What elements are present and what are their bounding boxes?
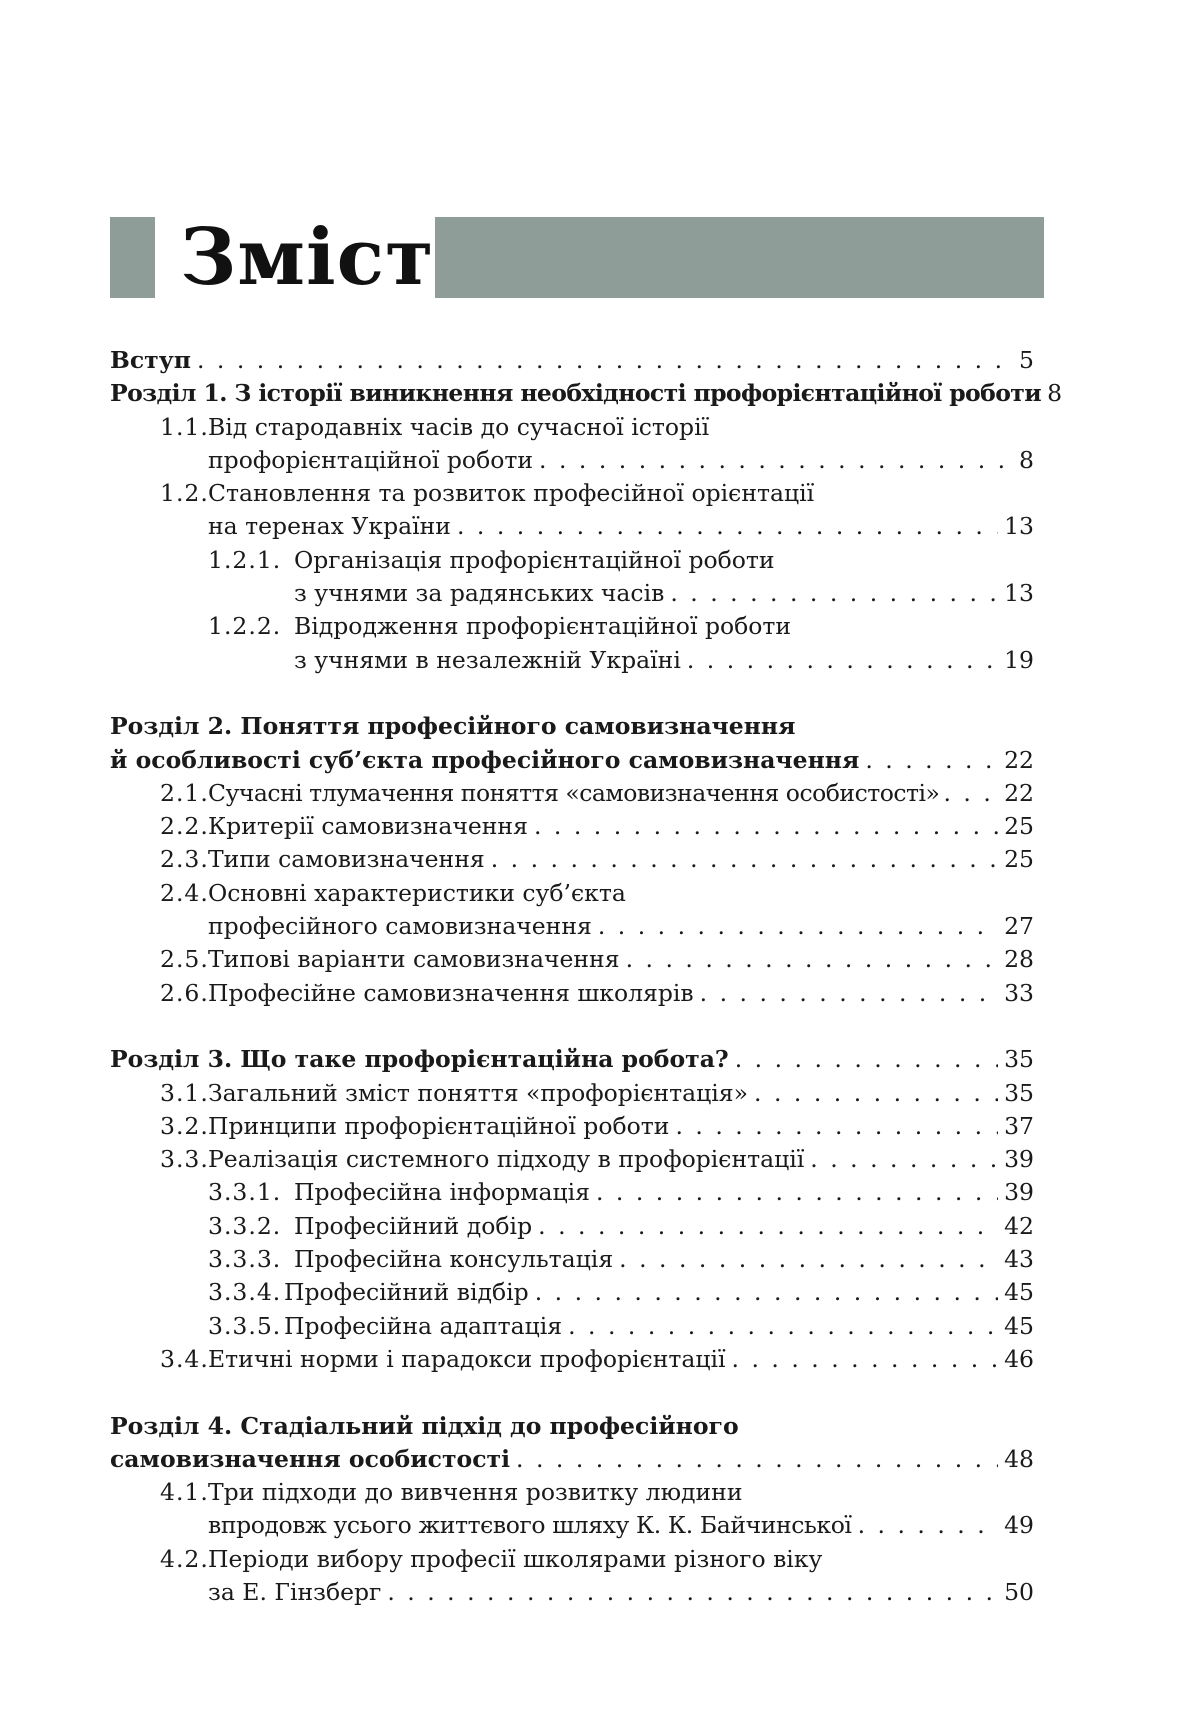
toc-entry-3-3-4[interactable] (110, 1276, 1034, 1309)
toc-page-number: 13 (1004, 579, 1034, 608)
toc-label: Від стародавніх часів до сучасної історії (208, 412, 710, 441)
toc-page-number: 28 (1004, 945, 1034, 974)
toc-label: за Е. Гінзберг (208, 1577, 382, 1606)
toc-number: 2.3. (160, 845, 209, 874)
toc-entry-section-4-line1[interactable] (110, 1410, 1034, 1443)
toc-number: 1.1. (160, 412, 209, 441)
toc-label: Основні характеристики суб’єкта (208, 878, 626, 907)
toc-page-number: 8 (1047, 379, 1063, 408)
toc-number: 3.3.1. (208, 1178, 282, 1207)
toc-page-number: 45 (1004, 1311, 1034, 1340)
toc-entry-3-2[interactable] (110, 1110, 1034, 1143)
page-title: Зміст (180, 212, 435, 303)
toc-entry-3-3-1[interactable] (110, 1176, 1034, 1209)
leader-dots (485, 843, 998, 876)
toc-entry-2-3[interactable] (110, 843, 1034, 876)
toc-label: Типи самовизначення (208, 845, 485, 874)
toc-label: самовизначення особистості (110, 1444, 511, 1473)
toc-page-number: 27 (1004, 912, 1034, 941)
toc-label: Принципи профорієнтаційної роботи (208, 1111, 670, 1140)
leader-dots (669, 1110, 998, 1143)
toc-label: Відродження профорієнтаційної роботи (294, 612, 792, 641)
toc-page-number: 8 (1019, 445, 1034, 474)
leader-dots (529, 1276, 998, 1309)
title-band-right-bar (435, 217, 1044, 298)
toc-number: 2.4. (160, 878, 209, 907)
toc-entry-3-3-2[interactable] (110, 1210, 1034, 1243)
toc-entry-2-4-line2[interactable] (110, 910, 1034, 943)
leader-dots (613, 1243, 998, 1276)
toc-number: 4.1. (160, 1478, 209, 1507)
toc-entry-4-1-line1[interactable] (110, 1476, 1034, 1509)
toc-number: 3.3.4. (208, 1278, 282, 1307)
leader-dots (939, 777, 1002, 810)
toc-number: 4.2. (160, 1544, 209, 1573)
toc-entry-2-6[interactable] (110, 977, 1034, 1010)
leader-dots (681, 644, 998, 677)
toc-page-number: 46 (1004, 1344, 1034, 1373)
leader-dots (191, 344, 1013, 377)
toc-number: 1.2. (160, 479, 209, 508)
toc-label: Критерії самовизначення (208, 812, 528, 841)
toc-page-number: 49 (1004, 1511, 1034, 1540)
toc-page-number: 39 (1004, 1178, 1034, 1207)
toc-number: 2.5. (160, 945, 209, 974)
toc-entry-2-5[interactable] (110, 943, 1034, 976)
toc-label: Вступ (110, 346, 191, 374)
toc-label: Професійний відбір (284, 1278, 529, 1307)
toc-entry-3-3-3[interactable] (110, 1243, 1034, 1276)
toc-page-number: 37 (1004, 1111, 1034, 1140)
toc-entry-1-1-line2[interactable] (110, 444, 1034, 477)
toc-entry-1-2-2-line1[interactable] (110, 610, 1034, 643)
toc-number: 3.3.5. (208, 1311, 282, 1340)
toc-entry-section-2-line2[interactable] (110, 744, 1034, 777)
toc-number: 3.3.2. (208, 1211, 282, 1240)
leader-dots (510, 1443, 998, 1476)
leader-dots (729, 1043, 998, 1076)
toc-entry-intro[interactable] (110, 344, 1034, 377)
toc-label: Професійний добір (294, 1211, 533, 1240)
toc-number: 3.3.3. (208, 1245, 282, 1274)
leader-dots (748, 1077, 998, 1110)
toc-entry-section-1[interactable] (110, 377, 1063, 410)
toc-label: Професійна адаптація (284, 1311, 563, 1340)
leader-dots (859, 744, 998, 777)
leader-dots (451, 510, 998, 543)
leader-dots (533, 444, 1013, 477)
toc-page-number: 45 (1004, 1278, 1034, 1307)
toc-page-number: 50 (1004, 1577, 1034, 1606)
toc-number: 2.6. (160, 978, 209, 1007)
toc-page-number: 48 (1004, 1444, 1034, 1473)
leader-dots (694, 977, 998, 1010)
toc-entry-1-2-line2[interactable] (110, 510, 1034, 543)
toc-number: 2.1. (160, 778, 209, 807)
toc-label: Три підходи до вивчення розвитку людини (208, 1478, 743, 1507)
toc-label: Типові варіанти самовизначення (208, 945, 620, 974)
toc-label: Професійна консультація (294, 1245, 614, 1274)
toc-label: з учнями за радянських часів (294, 579, 665, 608)
toc-page-number: 42 (1004, 1211, 1034, 1240)
toc-page-number: 33 (1004, 978, 1034, 1007)
toc-entry-4-2-line1[interactable] (110, 1543, 1034, 1576)
title-band (110, 212, 1044, 303)
toc-label: на теренах України (208, 512, 451, 541)
toc-label: профорієнтаційної роботи (208, 445, 534, 474)
leader-dots (664, 577, 998, 610)
toc-entry-section-2-line1[interactable] (110, 710, 1034, 743)
toc-page-number: 19 (1004, 645, 1034, 674)
leader-dots (592, 910, 998, 943)
toc-number: 2.2. (160, 812, 209, 841)
toc-entry-2-4-line1[interactable] (110, 877, 1034, 910)
toc-label: Загальний зміст поняття «профорієнтація» (208, 1078, 748, 1107)
table-of-contents (110, 344, 1063, 1609)
toc-label: Професійна інформація (294, 1178, 590, 1207)
toc-entry-section-3[interactable] (110, 1043, 1034, 1076)
toc-number: 3.2. (160, 1111, 209, 1140)
toc-label: впродовж усього життєвого шляху К. К. Байчинської (208, 1511, 852, 1540)
toc-page-number: 13 (1004, 512, 1034, 541)
leader-dots (532, 1210, 998, 1243)
toc-label: Періоди вибору професії школярами різного віку (208, 1544, 823, 1573)
leader-dots (620, 943, 999, 976)
toc-page-number: 25 (1004, 812, 1034, 841)
leader-dots (726, 1343, 999, 1376)
toc-number: 3.1. (160, 1078, 209, 1107)
toc-page-number: 35 (1004, 1045, 1034, 1074)
toc-entry-2-2[interactable] (110, 810, 1034, 843)
toc-entry-1-2-line1[interactable] (110, 477, 1034, 510)
toc-entry-3-4[interactable] (110, 1343, 1034, 1376)
toc-label: професійного самовизначення (208, 912, 592, 941)
toc-number: 1.2.1. (208, 545, 282, 574)
toc-page-number: 35 (1004, 1078, 1034, 1107)
toc-label: Організація профорієнтаційної роботи (294, 545, 775, 574)
toc-label: Розділ 3. Що таке профорієнтаційна робота? (110, 1045, 729, 1074)
toc-entry-section-4-line2[interactable] (110, 1443, 1034, 1476)
toc-entry-1-2-1-line1[interactable] (110, 544, 1034, 577)
toc-page-number: 39 (1004, 1145, 1034, 1174)
leader-dots (528, 810, 998, 843)
toc-label: Сучасні тлумачення поняття «самовизначення особистості» (208, 778, 940, 807)
toc-entry-2-1[interactable] (110, 777, 1034, 810)
leader-dots (562, 1310, 998, 1343)
toc-page-number: 25 (1004, 845, 1034, 874)
title-band-left-bar (110, 217, 155, 298)
toc-entry-3-3[interactable] (110, 1143, 1034, 1176)
toc-label: Розділ 4. Стадіальний підхід до професійного (110, 1411, 739, 1440)
leader-dots (852, 1509, 999, 1542)
toc-number: 3.4. (160, 1344, 209, 1373)
toc-entry-1-1-line1[interactable] (110, 411, 1034, 444)
toc-entry-1-2-1-line2[interactable] (110, 577, 1034, 610)
toc-label: Розділ 2. Поняття професійного самовизначення (110, 712, 796, 741)
toc-label: Становлення та розвиток професійної орієнтації (208, 479, 815, 508)
toc-label: Професійне самовизначення школярів (208, 978, 694, 1007)
toc-entry-3-1[interactable] (110, 1077, 1034, 1110)
toc-page-number: 5 (1019, 346, 1034, 374)
toc-label: з учнями в незалежній Україні (294, 645, 681, 674)
toc-page-number: 22 (1004, 745, 1034, 774)
toc-page-number: 22 (1004, 778, 1034, 807)
toc-entry-1-2-2-line2[interactable] (110, 644, 1034, 677)
toc-page-number: 43 (1004, 1245, 1034, 1274)
toc-entry-4-2-line2[interactable] (110, 1576, 1034, 1609)
leader-dots (381, 1576, 998, 1609)
leader-dots (590, 1176, 998, 1209)
leader-dots (804, 1143, 998, 1176)
toc-entry-3-3-5[interactable] (110, 1310, 1034, 1343)
toc-label: Розділ 1. З історії виникнення необхідності профорієнтаційної роботи (110, 379, 1042, 408)
toc-number: 3.3. (160, 1145, 209, 1174)
toc-label: Реалізація системного підходу в профорієнтації (208, 1145, 805, 1174)
toc-entry-4-1-line2[interactable] (110, 1509, 1034, 1542)
toc-label: Етичні норми і парадокси профорієнтації (208, 1344, 726, 1373)
toc-label: й особливості суб’єкта професійного самовизначення (110, 745, 860, 774)
toc-number: 1.2.2. (208, 612, 282, 641)
